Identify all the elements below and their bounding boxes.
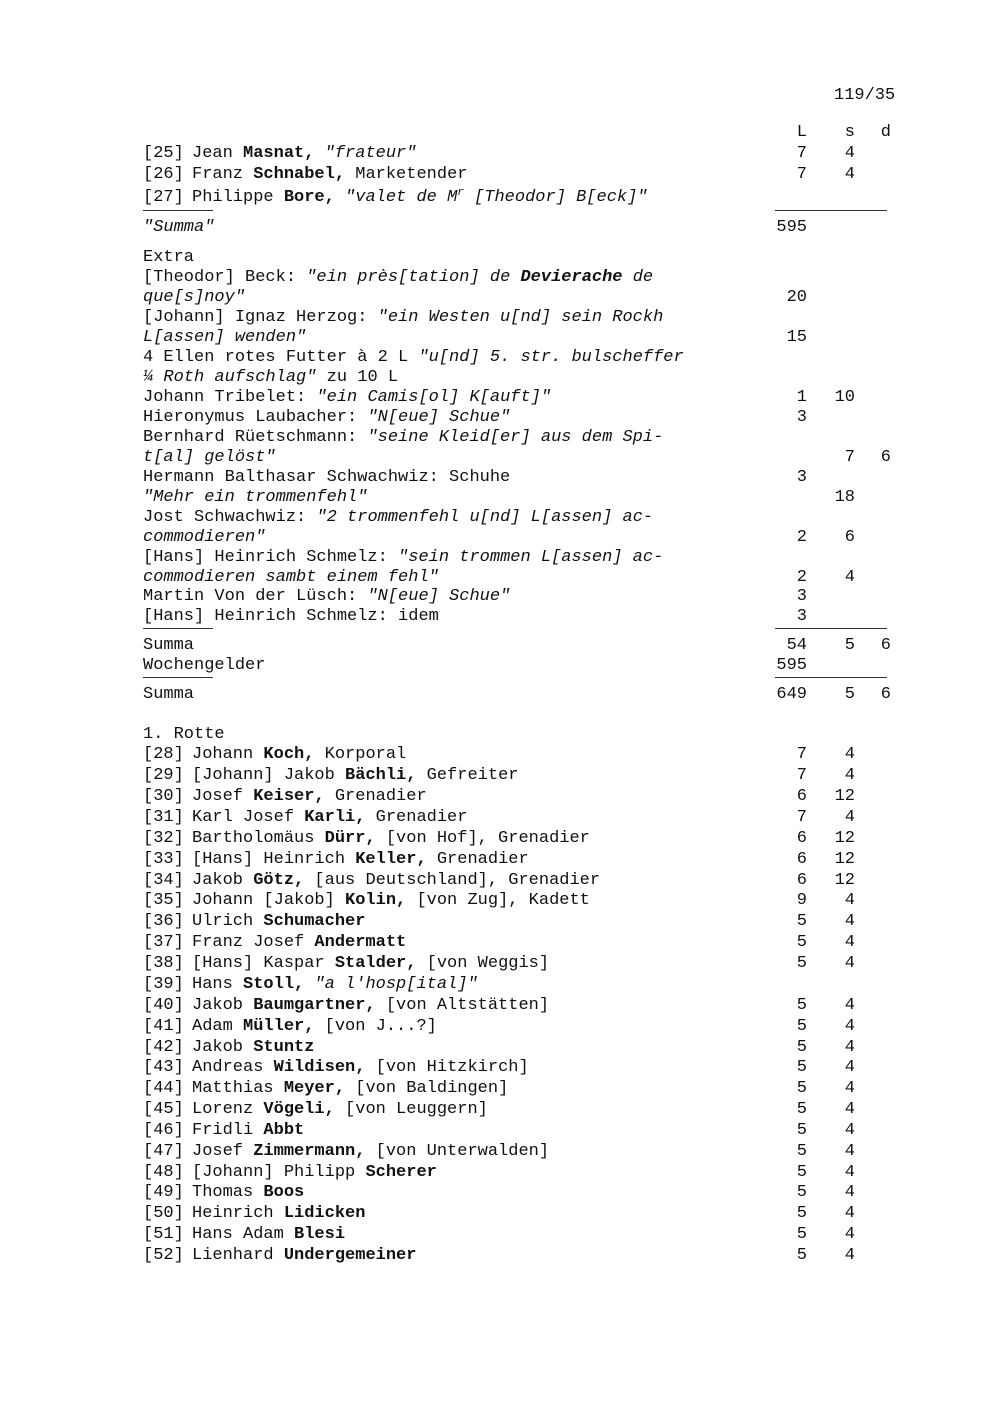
entry-number: [38] <box>143 954 184 973</box>
amount-pounds: 5 <box>796 1142 807 1161</box>
amount-pounds: 6 <box>796 850 807 869</box>
entry-text: Martin Von der Lüsch: "N[eue] Schue" <box>143 587 511 606</box>
ledger-row <box>0 428 1000 448</box>
amount-shillings: 4 <box>844 144 855 163</box>
entry-text: Josef Zimmermann, [von Unterwalden] <box>192 1142 550 1161</box>
amount-pence: 6 <box>880 636 891 655</box>
ledger-row <box>0 607 1000 627</box>
ledger-row <box>0 348 1000 368</box>
amount-shillings: 12 <box>834 829 855 848</box>
amount-pounds: 3 <box>796 468 807 487</box>
entry-text: Jakob Stuntz <box>192 1038 315 1057</box>
ledger-row <box>0 368 1000 388</box>
page-number: 119/35 <box>834 86 896 105</box>
entry-text: commodieren sambt einem fehl" <box>143 568 439 587</box>
amount-pounds: 6 <box>796 829 807 848</box>
entry-number: [32] <box>143 829 184 848</box>
amount-shillings: 4 <box>844 165 855 184</box>
entry-number: [52] <box>143 1246 184 1265</box>
entry-text: Summa <box>143 636 195 655</box>
amount-pounds: 5 <box>796 1038 807 1057</box>
amount-pounds: 5 <box>796 1079 807 1098</box>
ledger-row <box>0 288 1000 308</box>
entry-number: [43] <box>143 1058 184 1077</box>
amount-pounds: 6 <box>796 787 807 806</box>
amount-pounds: 5 <box>796 1204 807 1223</box>
entry-number: [50] <box>143 1204 184 1223</box>
ledger-row <box>0 787 1000 807</box>
entry-text: Hans Stoll, "a l'hosp[ital]" <box>192 975 478 994</box>
entry-number: [40] <box>143 996 184 1015</box>
amount-pounds: 5 <box>796 1183 807 1202</box>
entry-text: Jakob Baumgartner, [von Altstätten] <box>192 996 550 1015</box>
amount-pounds: 5 <box>796 1225 807 1244</box>
entry-text: Philippe Bore, "valet de $M^r$ [Theodor] B[eck]" <box>192 187 648 207</box>
ledger-row <box>0 829 1000 849</box>
amount-pounds: 1 <box>796 388 807 407</box>
entry-text: [Johann] Jakob Bächli, Gefreiter <box>192 766 519 785</box>
amount-shillings: 4 <box>844 1100 855 1119</box>
amount-shillings: 12 <box>834 787 855 806</box>
amount-shillings: 4 <box>844 933 855 952</box>
entry-text: "Summa" <box>143 218 215 237</box>
ledger-row <box>0 468 1000 488</box>
entry-text: Summa <box>143 685 195 704</box>
amount-pounds: 2 <box>796 528 807 547</box>
amount-shillings: 4 <box>844 1121 855 1140</box>
entry-text: "Mehr ein trommenfehl" <box>143 488 368 507</box>
entry-text: 4 Ellen rotes Futter à 2 L "u[nd] 5. str. bulscheffer <box>143 348 684 367</box>
amount-pounds: 7 <box>796 766 807 785</box>
amount-shillings: 4 <box>844 808 855 827</box>
entry-text: [Theodor] Beck: "ein près[tation] de Devierache de <box>143 268 654 287</box>
ledger-row <box>0 975 1000 995</box>
amount-shillings: 4 <box>844 766 855 785</box>
entry-text: [Hans] Kaspar Stalder, [von Weggis] <box>192 954 550 973</box>
entry-text: Bartholomäus Dürr, [von Hof], Grenadier <box>192 829 590 848</box>
entry-number: [30] <box>143 787 184 806</box>
ledger-row <box>0 548 1000 568</box>
amount-pounds: 20 <box>786 288 807 307</box>
entry-text: Matthias Meyer, [von Baldingen] <box>192 1079 509 1098</box>
ledger-row <box>0 188 1000 208</box>
ledger-row <box>0 1225 1000 1245</box>
amount-pounds: 5 <box>796 996 807 1015</box>
amount-pounds: 5 <box>796 1017 807 1036</box>
ledger-row <box>0 685 1000 705</box>
entry-number: [45] <box>143 1100 184 1119</box>
amount-pounds: 595 <box>776 656 807 675</box>
amount-pounds: 15 <box>786 328 807 347</box>
entry-text: [Hans] Heinrich Schmelz: "sein trommen L[assen] ac- <box>143 548 664 567</box>
entry-text: Jakob Götz, [aus Deutschland], Grenadier <box>192 871 601 890</box>
ledger-row <box>0 745 1000 765</box>
ledger-row <box>0 996 1000 1016</box>
entry-number: [34] <box>143 871 184 890</box>
entry-text: Franz Schnabel, Marketender <box>192 165 468 184</box>
ledger-row <box>0 248 1000 268</box>
amount-shillings: 4 <box>844 1246 855 1265</box>
entry-text: Jost Schwachwiz: "2 trommenfehl u[nd] L[assen] ac- <box>143 508 654 527</box>
amount-shillings: 4 <box>844 891 855 910</box>
amount-shillings: 4 <box>844 996 855 1015</box>
amount-shillings: 4 <box>844 568 855 587</box>
entry-text: [Hans] Heinrich Keller, Grenadier <box>192 850 529 869</box>
ledger-row <box>0 1121 1000 1141</box>
rule-left-3 <box>143 677 213 678</box>
amount-pounds: 7 <box>796 808 807 827</box>
amount-pounds: 5 <box>796 933 807 952</box>
amount-shillings: 4 <box>844 1079 855 1098</box>
entry-text: 1. Rotte <box>143 725 225 744</box>
ledger-row <box>0 308 1000 328</box>
entry-text: Andreas Wildisen, [von Hitzkirch] <box>192 1058 529 1077</box>
rule-left-2 <box>143 628 213 629</box>
amount-pounds: 595 <box>776 218 807 237</box>
ledger-row <box>0 636 1000 656</box>
amount-shillings: 4 <box>844 1142 855 1161</box>
ledger-row <box>0 871 1000 891</box>
entry-number: [35] <box>143 891 184 910</box>
ledger-row <box>0 508 1000 528</box>
entry-number: [27] <box>143 188 184 207</box>
entry-text: Johann Tribelet: "ein Camis[ol] K[auft]" <box>143 388 552 407</box>
ledger-row <box>0 1204 1000 1224</box>
entry-number: [48] <box>143 1163 184 1182</box>
entry-number: [31] <box>143 808 184 827</box>
ledger-row <box>0 1017 1000 1037</box>
entry-number: [29] <box>143 766 184 785</box>
ledger-row <box>0 144 1000 164</box>
ledger-row <box>0 766 1000 786</box>
amount-shillings: 12 <box>834 871 855 890</box>
entry-text: Lorenz Vögeli, [von Leuggern] <box>192 1100 488 1119</box>
amount-pounds: 9 <box>796 891 807 910</box>
entry-text: Extra <box>143 248 195 267</box>
amount-shillings: 4 <box>844 1163 855 1182</box>
entry-number: [33] <box>143 850 184 869</box>
ledger-row <box>0 954 1000 974</box>
column-header-L: L <box>796 123 807 142</box>
entry-text: Josef Keiser, Grenadier <box>192 787 427 806</box>
rule-right-3 <box>775 677 887 678</box>
amount-shillings: 7 <box>844 448 855 467</box>
ledger-row <box>0 933 1000 953</box>
amount-shillings: 5 <box>844 636 855 655</box>
entry-text: Bernhard Rüetschmann: "seine Kleid[er] aus dem Spi- <box>143 428 664 447</box>
entry-text: t[al] gelöst" <box>143 448 276 467</box>
entry-text: [Hans] Heinrich Schmelz: idem <box>143 607 439 626</box>
entry-text: [Johann] Philipp Scherer <box>192 1163 437 1182</box>
amount-pounds: 5 <box>796 1246 807 1265</box>
ledger-row <box>0 528 1000 548</box>
ledger-row <box>0 850 1000 870</box>
ledger-row <box>0 1163 1000 1183</box>
entry-number: [51] <box>143 1225 184 1244</box>
entry-text: [Johann] Ignaz Herzog: "ein Westen u[nd] sein Rockh <box>143 308 664 327</box>
amount-pounds: 5 <box>796 1100 807 1119</box>
ledger-row <box>0 1142 1000 1162</box>
entry-number: [36] <box>143 912 184 931</box>
amount-pounds: 7 <box>796 165 807 184</box>
amount-shillings: 4 <box>844 1225 855 1244</box>
ledger-row <box>0 587 1000 607</box>
entry-text: Johann Koch, Korporal <box>192 745 407 764</box>
ledger-row <box>0 1079 1000 1099</box>
entry-text: ¼ Roth aufschlag" zu 10 L <box>143 368 399 387</box>
entry-text: Fridli Abbt <box>192 1121 305 1140</box>
entry-text: Ulrich Schumacher <box>192 912 366 931</box>
amount-shillings: 6 <box>844 528 855 547</box>
entry-number: [41] <box>143 1017 184 1036</box>
entry-text: Hans Adam Blesi <box>192 1225 346 1244</box>
entry-text: Jean Masnat, "frateur" <box>192 144 417 163</box>
entry-text: Thomas Boos <box>192 1183 305 1202</box>
entry-text: Karl Josef Karli, Grenadier <box>192 808 468 827</box>
ledger-row <box>0 912 1000 932</box>
amount-shillings: 12 <box>834 850 855 869</box>
amount-pence: 6 <box>880 685 891 704</box>
ledger-row <box>0 408 1000 428</box>
ledger-row <box>0 1183 1000 1203</box>
entry-text: Franz Josef Andermatt <box>192 933 407 952</box>
amount-pounds: 7 <box>796 144 807 163</box>
amount-pounds: 5 <box>796 1058 807 1077</box>
amount-shillings: 4 <box>844 1017 855 1036</box>
entry-number: [49] <box>143 1183 184 1202</box>
amount-shillings: 4 <box>844 1183 855 1202</box>
entry-text: commodieren" <box>143 528 266 547</box>
amount-pounds: 649 <box>776 685 807 704</box>
amount-shillings: 18 <box>834 488 855 507</box>
ledger-row <box>0 725 1000 745</box>
ledger-row <box>0 218 1000 238</box>
amount-pounds: 3 <box>796 587 807 606</box>
ledger-row <box>0 891 1000 911</box>
ledger-row <box>0 488 1000 508</box>
ledger-row <box>0 568 1000 588</box>
amount-pounds: 3 <box>796 408 807 427</box>
rule-right-2 <box>775 628 887 629</box>
ledger-row <box>0 165 1000 185</box>
entry-number: [44] <box>143 1079 184 1098</box>
ledger-row <box>0 1246 1000 1266</box>
entry-text: Hieronymus Laubacher: "N[eue] Schue" <box>143 408 511 427</box>
ledger-row <box>0 1058 1000 1078</box>
ledger-row <box>0 388 1000 408</box>
amount-pounds: 54 <box>786 636 807 655</box>
entry-number: [42] <box>143 1038 184 1057</box>
ledger-row <box>0 808 1000 828</box>
entry-number: [28] <box>143 745 184 764</box>
entry-text: Wochengelder <box>143 656 266 675</box>
rule-right-1 <box>775 210 887 211</box>
ledger-row <box>0 1038 1000 1058</box>
ledger-row <box>0 448 1000 468</box>
amount-shillings: 10 <box>834 388 855 407</box>
amount-shillings: 4 <box>844 1058 855 1077</box>
amount-pounds: 2 <box>796 568 807 587</box>
amount-pounds: 5 <box>796 1121 807 1140</box>
entry-text: Heinrich Lidicken <box>192 1204 366 1223</box>
ledger-row <box>0 656 1000 676</box>
amount-pounds: 5 <box>796 1163 807 1182</box>
entry-number: [25] <box>143 144 184 163</box>
amount-shillings: 4 <box>844 745 855 764</box>
entry-text: que[s]noy" <box>143 288 246 307</box>
entry-number: [47] <box>143 1142 184 1161</box>
entry-text: L[assen] wenden" <box>143 328 307 347</box>
amount-pounds: 5 <box>796 954 807 973</box>
ledger-row <box>0 328 1000 348</box>
entry-text: Johann [Jakob] Kolin, [von Zug], Kadett <box>192 891 590 910</box>
entry-number: [37] <box>143 933 184 952</box>
column-header-s: s <box>844 123 855 142</box>
entry-text: Adam Müller, [von J...?] <box>192 1017 437 1036</box>
entry-number: [39] <box>143 975 184 994</box>
amount-shillings: 4 <box>844 912 855 931</box>
amount-shillings: 4 <box>844 1204 855 1223</box>
amount-pounds: 5 <box>796 912 807 931</box>
ledger-row <box>0 268 1000 288</box>
entry-text: Hermann Balthasar Schwachwiz: Schuhe <box>143 468 511 487</box>
amount-pence: 6 <box>880 448 891 467</box>
rule-left-1 <box>143 210 213 211</box>
entry-text: Lienhard Undergemeiner <box>192 1246 417 1265</box>
column-header-d: d <box>880 123 891 142</box>
entry-number: [46] <box>143 1121 184 1140</box>
amount-pounds: 7 <box>796 745 807 764</box>
amount-pounds: 6 <box>796 871 807 890</box>
ledger-row <box>0 1100 1000 1120</box>
amount-pounds: 3 <box>796 607 807 626</box>
amount-shillings: 5 <box>844 685 855 704</box>
entry-number: [26] <box>143 165 184 184</box>
amount-shillings: 4 <box>844 1038 855 1057</box>
amount-shillings: 4 <box>844 954 855 973</box>
